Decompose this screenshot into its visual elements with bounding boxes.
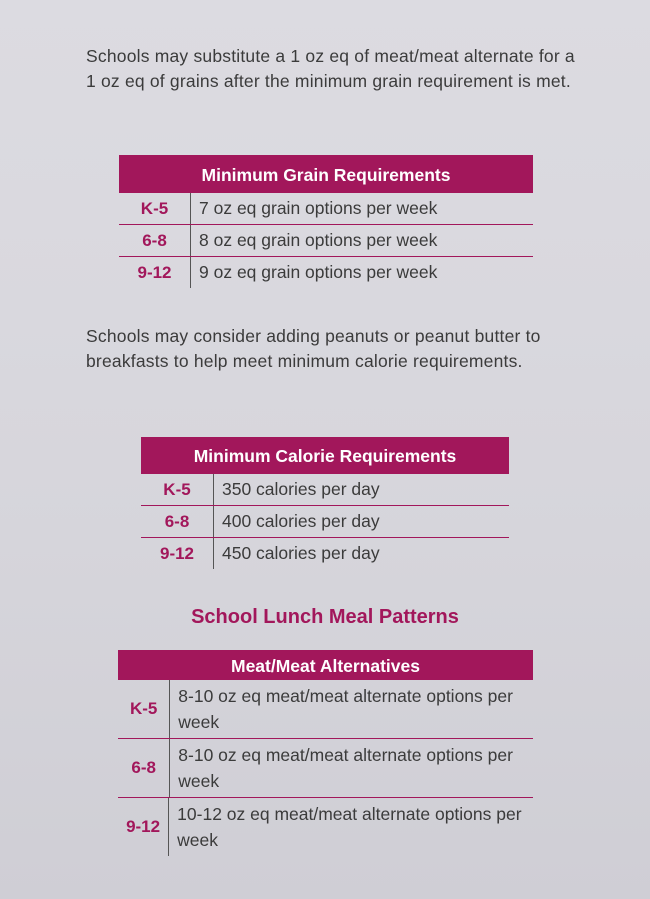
table-row — [118, 798, 533, 856]
grade-cell: 9-12 — [119, 257, 191, 288]
value-cell: 400 calories per day — [222, 511, 380, 531]
grain-requirements-table — [119, 155, 533, 288]
grade-cell: K-5 — [141, 474, 214, 505]
table-row — [119, 257, 533, 288]
section-title: School Lunch Meal Patterns — [191, 606, 459, 628]
table-row — [118, 680, 533, 739]
table-header: Meat/Meat Alternatives — [118, 650, 533, 680]
grade-cell: 9-12 — [141, 538, 214, 569]
value-cell: 8 oz eq grain options per week — [199, 230, 438, 250]
value-cell: 9 oz eq grain options per week — [199, 262, 438, 282]
value-cell: 450 calories per day — [222, 543, 380, 563]
table-header: Minimum Grain Requirements — [119, 155, 533, 193]
peanut-paragraph: Schools may consider adding peanuts or peanut butter to breakfasts to help meet minimum calorie requirements. — [86, 326, 541, 371]
table-row — [141, 538, 509, 569]
table-row — [141, 474, 509, 506]
value-cell: 10-12 oz eq meat/meat alternate options per week — [177, 804, 522, 850]
grade-cell: 6-8 — [118, 739, 170, 797]
meat-alternatives-table — [118, 650, 533, 856]
table-row — [119, 193, 533, 225]
table-row — [118, 739, 533, 798]
table-header: Minimum Calorie Requirements — [141, 437, 509, 474]
grade-cell: 6-8 — [119, 225, 191, 256]
calorie-requirements-table — [141, 437, 509, 569]
grade-cell: 9-12 — [118, 798, 169, 856]
value-cell: 8-10 oz eq meat/meat alternate options per week — [178, 745, 513, 791]
table-row — [119, 225, 533, 257]
value-cell: 350 calories per day — [222, 479, 380, 499]
table-row — [141, 506, 509, 538]
value-cell: 7 oz eq grain options per week — [199, 198, 438, 218]
intro-paragraph: Schools may substitute a 1 oz eq of meat/meat alternate for a 1 oz eq of grains after the minimum grain requirement is met. — [86, 46, 575, 91]
grade-cell: K-5 — [119, 193, 191, 224]
value-cell: 8-10 oz eq meat/meat alternate options per week — [178, 686, 513, 732]
grade-cell: K-5 — [118, 680, 170, 738]
grade-cell: 6-8 — [141, 506, 214, 537]
